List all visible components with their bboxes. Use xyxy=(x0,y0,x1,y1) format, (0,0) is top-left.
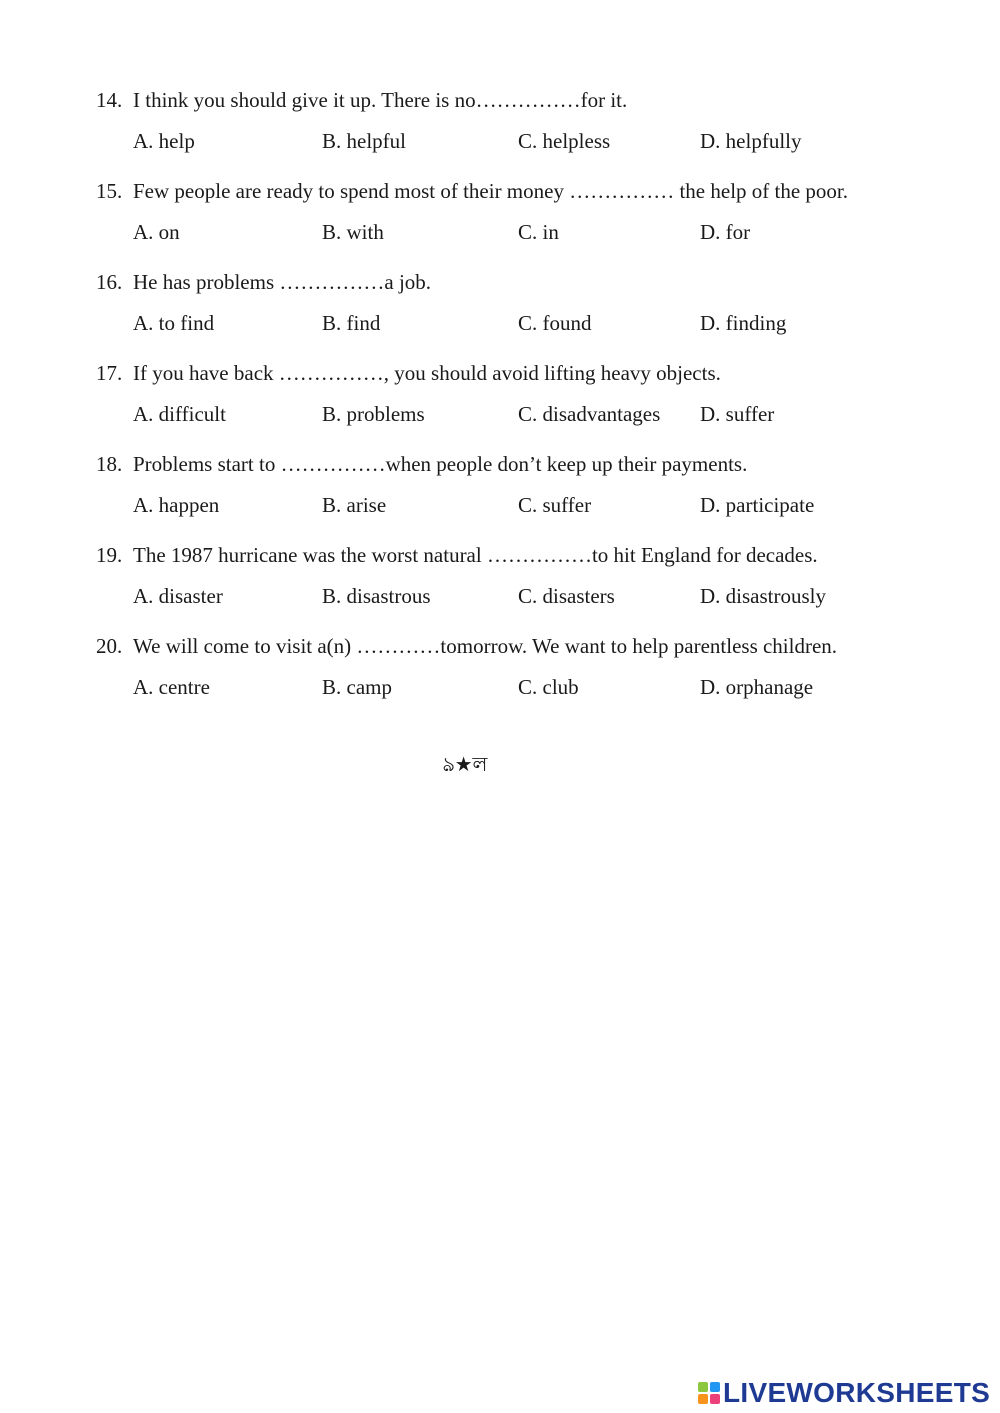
option-a[interactable]: A. centre xyxy=(133,675,210,699)
option-c[interactable]: C. helpless xyxy=(518,129,611,153)
question-15 xyxy=(0,177,1000,265)
question-number: 18. xyxy=(96,452,123,476)
question-number: 16. xyxy=(96,270,123,294)
option-c[interactable]: C. disadvantages xyxy=(518,402,661,426)
question-18 xyxy=(0,450,1000,538)
option-a[interactable]: A. disaster xyxy=(133,584,223,608)
question-number: 19. xyxy=(96,543,123,567)
question-text: The 1987 hurricane was the worst natural ……………to hit England for decades. xyxy=(133,543,818,567)
question-text: Problems start to ……………when people don’t keep up their payments. xyxy=(133,452,748,476)
question-text: He has problems ……………a job. xyxy=(133,270,432,294)
question-number: 17. xyxy=(96,361,123,385)
option-c[interactable]: C. in xyxy=(518,220,559,244)
option-b[interactable]: B. disastrous xyxy=(322,584,431,608)
option-b[interactable]: B. helpful xyxy=(322,129,406,153)
option-b[interactable]: B. problems xyxy=(322,402,425,426)
question-number: 15. xyxy=(96,179,123,203)
question-text: We will come to visit a(n) …………tomorrow. We want to help parentless children. xyxy=(133,634,838,658)
brand-name: LIVEWORKSHEETS xyxy=(723,1377,991,1408)
option-b[interactable]: B. camp xyxy=(322,675,392,699)
question-text: I think you should give it up. There is no……………for it. xyxy=(133,88,628,112)
option-a[interactable]: A. on xyxy=(133,220,180,244)
option-b[interactable]: B. with xyxy=(322,220,384,244)
question-14 xyxy=(0,86,1000,174)
option-c[interactable]: C. disasters xyxy=(518,584,615,608)
question-17 xyxy=(0,359,1000,447)
option-d[interactable]: D. participate xyxy=(700,493,815,517)
option-d[interactable]: D. helpfully xyxy=(700,129,802,153)
option-a[interactable]: A. happen xyxy=(133,493,220,517)
option-c[interactable]: C. found xyxy=(518,311,592,335)
question-19 xyxy=(0,541,1000,629)
option-d[interactable]: D. finding xyxy=(700,311,787,335)
option-d[interactable]: D. suffer xyxy=(700,402,775,426)
question-16 xyxy=(0,268,1000,356)
option-a[interactable]: A. help xyxy=(133,129,195,153)
option-a[interactable]: A. to find xyxy=(133,311,215,335)
section-end-ornament: ঌ★ল xyxy=(442,754,488,776)
liveworksheets-brand[interactable] xyxy=(697,1376,997,1412)
question-text: Few people are ready to spend most of their money …………… the help of the poor. xyxy=(133,179,849,203)
option-d[interactable]: D. disastrously xyxy=(700,584,826,608)
option-c[interactable]: C. suffer xyxy=(518,493,592,517)
option-d[interactable]: D. orphanage xyxy=(700,675,814,699)
option-d[interactable]: D. for xyxy=(700,220,751,244)
question-number: 14. xyxy=(96,88,123,112)
option-a[interactable]: A. difficult xyxy=(133,402,226,426)
question-number: 20. xyxy=(96,634,123,658)
question-20 xyxy=(0,632,1000,720)
liveworksheets-logo-icon xyxy=(697,1381,721,1405)
option-c[interactable]: C. club xyxy=(518,675,579,699)
option-b[interactable]: B. find xyxy=(322,311,381,335)
option-b[interactable]: B. arise xyxy=(322,493,387,517)
question-text: If you have back ……………, you should avoid lifting heavy objects. xyxy=(133,361,721,385)
